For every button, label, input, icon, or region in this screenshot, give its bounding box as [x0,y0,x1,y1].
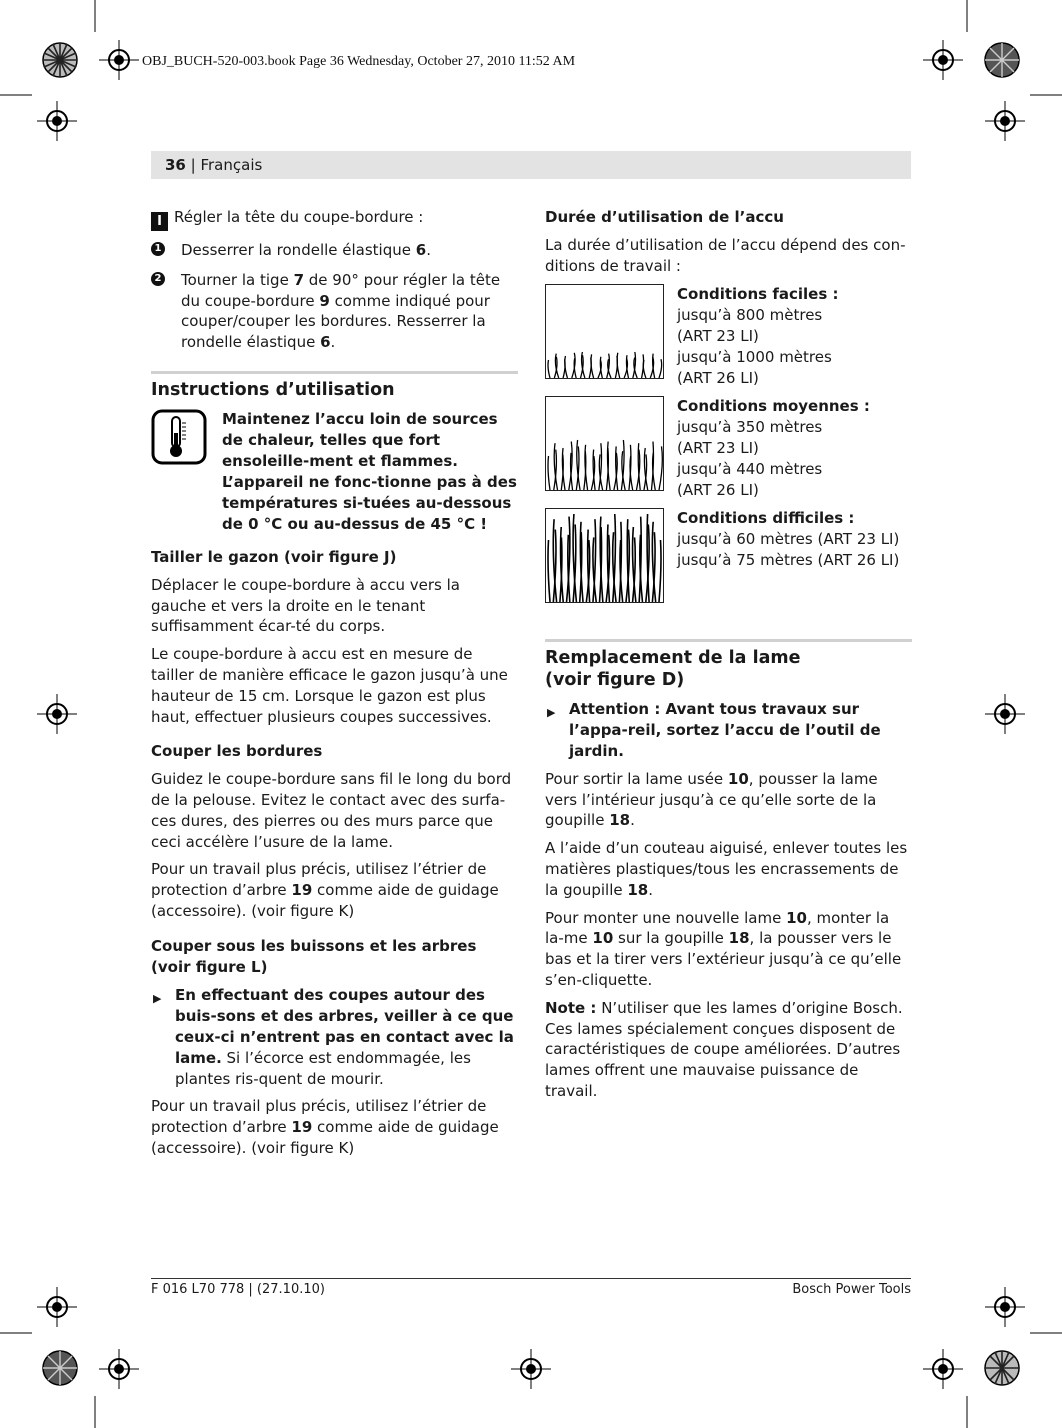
bullet-triangle-icon: ▶ [153,992,162,1006]
blade-paragraph-4: Note : N’utiliser que les lames d’origine Bosch. Ces lames spécialement conçues disposent de caractéristiques de coupe améliorées. D’autres lames offrent une mauvaise puissance de travail. [545,998,903,1100]
step-1 [151,240,518,261]
color-wheel-bottom-right [984,1350,1020,1386]
bushes-heading: Couper sous les buissons et les arbres (voir figure L) [151,936,477,976]
lawn-heading: Tailler le gazon (voir figure J) [151,547,397,566]
grass-short-icon [545,284,664,379]
grass-blade [565,356,568,378]
registration-mark-left-bottom [37,1287,77,1327]
step-number: 2 [151,272,165,286]
registration-mark-right-top [985,101,1025,141]
registration-mark-bottom-left [99,1349,139,1389]
edges-paragraph-1: Guidez le coupe-bordure sans fil le long du bord de la pelouse. Evitez le contact avec des surfa-ces dures, des pierres ou des murs parce que ceci accélère l’usure de la lame. [151,770,512,851]
battery-intro: La durée d’utilisation de l’accu dépend des con-ditions de travail : [545,235,906,275]
color-wheel-bottom-left [42,1350,78,1386]
grass-blade [548,456,550,490]
condition-title: Conditions difficiles : [677,509,855,528]
condition-line: jusqu’à 75 mètres (ART 26 LI) [677,550,900,569]
registration-mark-top-left [99,40,139,80]
condition-line: jusqu’à 60 mètres (ART 23 LI) [677,530,900,549]
grass-blade [548,540,550,602]
footer-doc-number: F 016 L70 778 | (27.10.10) [151,1282,325,1297]
thermometer-icon [151,409,207,465]
grass-tall-icon [545,508,664,603]
grass-blade [659,540,661,602]
page-header [151,151,911,179]
lawn-paragraph-1: Déplacer le coupe-bordure à accu vers la gauche et vers la droite en le tenant suffisamment écar-té du corps. [151,575,460,636]
adjust-intro: I Régler la tête du coupe-bordure : [151,207,518,231]
condition-line: jusqu’à 350 mètres [677,418,823,437]
footer-rule [151,1278,911,1279]
registration-mark-left-top [37,101,77,141]
blade-paragraph-3: Pour monter une nouvelle lame 10, monter la la-me 10 sur la goupille 18, la pousser vers le bas et la tirer vers l’extérieur jusqu’à ce qu’elle s’en-cliquette. [545,908,902,989]
grass-blade [591,355,594,379]
blade-paragraph-1: Pour sortir la lame usée 10, pousser la lame vers l’intérieur jusqu’à ce qu’elle sorte de la goupille 18. [545,769,878,830]
registration-mark-right-bottom [985,1287,1025,1327]
header-language: | Français [190,156,263,174]
condition-title: Conditions faciles : [677,285,839,304]
edges-paragraph-2: Pour un travail plus précis, utilisez l’étrier de protection d’arbre 19 comme aide de guidage (accessoire). (voir figure K) [151,860,499,920]
figure-marker: I [151,212,168,231]
bushes-warning-bullet: ▶ En effectuant des coupes autour des buis-sons et des arbres, veiller à ce que ceux-ci n’entrent pas en contact avec la lame. Si l’écorce est endommagée, les plantes ris-quent de mourir. [153,986,514,1088]
grass-medium-icon [545,396,664,491]
footer-brand: Bosch Power Tools [792,1282,911,1297]
temperature-warning [151,409,518,535]
bushes-paragraph: Pour un travail plus précis, utilisez l’étrier de protection d’arbre 19 comme aide de guidage (accessoire). (voir figure K) [151,1097,499,1157]
print-slug-line: OBJ_BUCH-520-003.book Page 36 Wednesday, October 27, 2010 11:52 AM [142,54,576,69]
condition-easy [545,284,912,388]
color-wheel-top-left [42,42,78,78]
registration-mark-bottom-right [923,1349,963,1389]
condition-line: (ART 26 LI) [677,480,759,499]
registration-mark-right-mid [985,694,1025,734]
bullet-triangle-icon: ▶ [547,706,556,720]
condition-line: (ART 23 LI) [677,326,759,345]
condition-title: Conditions moyennes : [677,397,870,416]
registration-mark-left-mid [37,694,77,734]
color-wheel-top-right [984,42,1020,78]
grass-blade [659,360,662,379]
instructions-heading: Instructions d’utilisation [151,371,518,401]
condition-line: (ART 26 LI) [677,368,759,387]
step-text: Desserrer la rondelle élastique 6. [181,241,431,259]
battery-heading: Durée d’utilisation de l’accu [545,208,784,226]
condition-line: jusqu’à 800 mètres [677,306,823,325]
condition-line: jusqu’à 440 mètres [677,459,823,478]
registration-mark-top-right [923,40,963,80]
blade-warning-bullet: ▶ Attention : Avant tous travaux sur l’appa-reil, sortez l’accu de l’outil de jardin. [547,700,881,760]
step-number: 1 [151,242,165,256]
condition-medium [545,396,912,500]
step-text: Tourner la tige 7 de 90° pour régler la tête du coupe-bordure 9 comme indiqué pour couper/couper les bordures. Resserrer la rondelle élastique 6. [181,270,501,352]
grass-blade [643,360,646,378]
condition-hard [545,508,912,603]
right-column [545,207,912,1109]
blade-heading: Remplacement de la lame (voir figure D) [545,639,912,691]
edges-heading: Couper les bordures [151,742,323,761]
left-column [151,207,518,1166]
grass-blade [548,360,550,378]
lawn-paragraph-2: Le coupe-bordure à accu est en mesure de tailler de manière efficace le gazon jusqu’à une hauteur de 15 cm. Lorsque le gazon est plus haut, effectuer plusieurs coupes successives. [151,645,508,726]
warning-text: Maintenez l’accu loin de sources de chaleur, telles que fort ensoleille-ment et flammes. L’appareil ne fonc-tionne pas à des températures si-tuées au-dessous de 0 °C ou au-dessus de 45 °C ! [222,409,517,533]
grass-blade [659,447,662,491]
registration-mark-bottom-center [511,1349,551,1389]
step-2 [151,270,518,353]
page-number: 36 [165,156,186,174]
condition-line: jusqu’à 1000 mètres [677,347,832,366]
blade-paragraph-2: A l’aide d’un couteau aiguisé, enlever toutes les matières plastiques/tous les encrassements de la goupille 18. [545,839,908,899]
condition-line: (ART 23 LI) [677,438,759,457]
grass-blade [617,353,620,378]
